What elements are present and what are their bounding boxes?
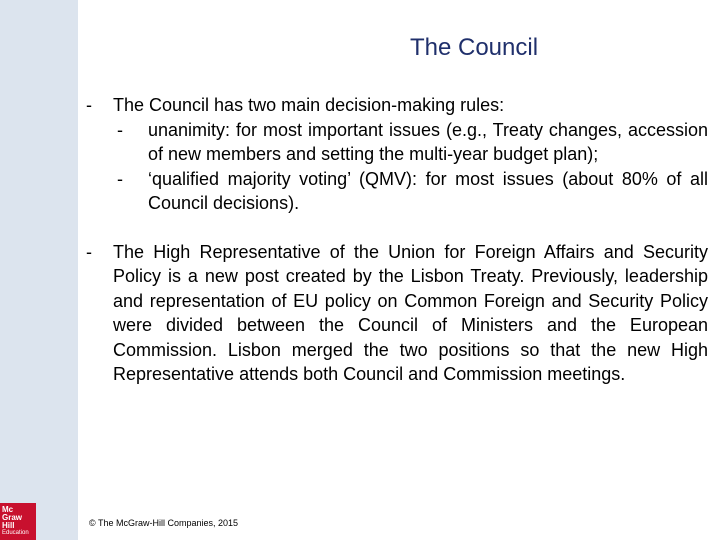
- copyright-footer: © The McGraw-Hill Companies, 2015: [89, 518, 239, 528]
- bullet-point: [86, 93, 708, 216]
- bullet-text: The Council has two main decision-making rules:: [113, 95, 505, 115]
- sub-bullet-dash: -: [117, 168, 123, 189]
- slide-content: [86, 93, 708, 387]
- sub-bullet-dash: -: [117, 119, 123, 140]
- slide-title: The Council: [409, 34, 539, 61]
- sub-bullet-text: unanimity: for most important issues (e.g., Treaty changes, accession of new members and setting the multi-year budget plan);: [148, 119, 708, 164]
- sub-bullet-point: [117, 167, 708, 216]
- logo-line-1: Mc: [2, 505, 14, 514]
- sub-bullet-point: [117, 118, 708, 167]
- bullet-text: The High Representative of the Union for Foreign Affairs and Security Policy is a new post created by the Lisbon Treaty. Previously, leadership and representation of EU policy on Common Foreign and Security Policy were divided between the Council of Ministers and the European Commission. Lisbon merged the two positions so that the new High Representative attends both Council and Commission meetings.: [113, 241, 708, 384]
- logo-line-3: Hill: [2, 521, 15, 530]
- bullet-dash: -: [86, 241, 92, 262]
- bullet-point: [86, 240, 708, 387]
- mcgraw-hill-logo: [0, 503, 36, 540]
- bullet-dash: -: [86, 95, 92, 115]
- side-bar: [0, 0, 78, 540]
- logo-line-2: Graw: [2, 513, 23, 522]
- sub-bullet-text: ‘qualified majority voting’ (QMV): for most issues (about 80% of all Council decisions).: [148, 168, 708, 213]
- logo-line-4: Education: [2, 530, 29, 536]
